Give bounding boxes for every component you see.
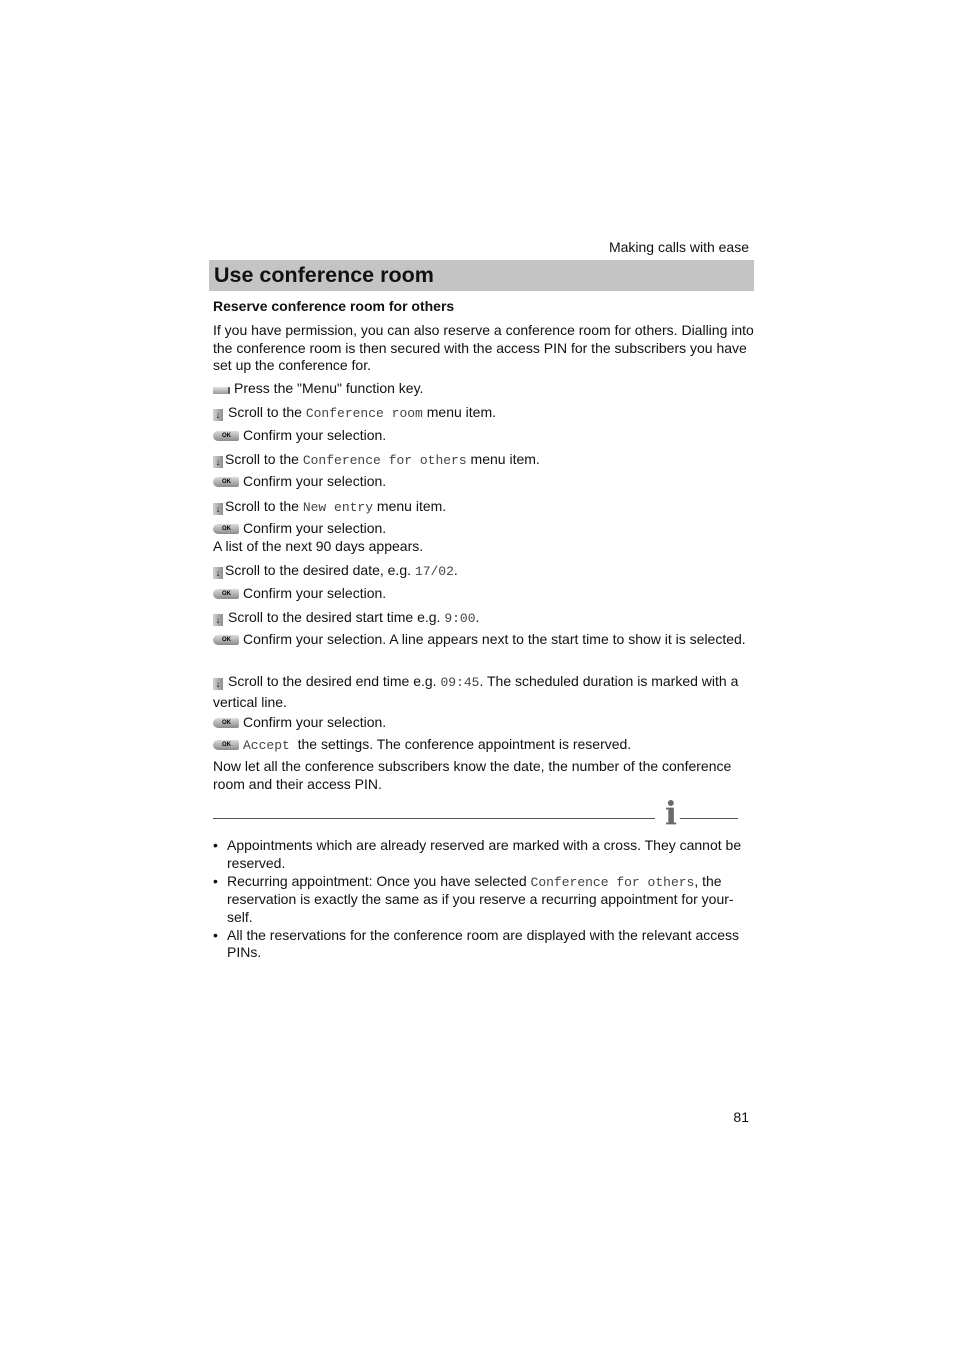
step-text: Scroll to the <box>225 451 303 467</box>
step-7 <box>213 519 754 538</box>
navigation-key-icon: ↓ <box>213 456 223 468</box>
ok-key-icon <box>213 477 239 487</box>
step-4 <box>213 450 754 471</box>
step-11 <box>213 630 754 649</box>
step-text: . The scheduled duration is marked with a vertical line. <box>213 673 739 710</box>
step-1 <box>213 379 754 398</box>
step-text: Confirm your selection. A line appears next to the start time to show it is selected. <box>243 631 746 647</box>
note-text: All the reservations for the conference room are displayed with the relevant access PINs. <box>227 926 740 960</box>
step-6 <box>213 497 754 518</box>
note-divider-left <box>213 818 655 819</box>
info-icon: i <box>664 794 678 832</box>
note-item <box>213 837 754 872</box>
step-text: Confirm your selection. <box>243 714 387 730</box>
step-7-note: A list of the next 90 days appears. <box>213 538 424 554</box>
note-text: Recurring appointment: Once you have selected <box>227 872 531 889</box>
step-text: Scroll to the desired start time e.g. <box>228 609 445 625</box>
ok-key-icon <box>213 431 239 441</box>
navigation-key-icon: ↓ <box>213 409 223 421</box>
menu-item-code: Conference for others <box>530 874 695 890</box>
ok-key-icon <box>213 589 239 599</box>
time-example: 9:00 <box>444 611 476 626</box>
note-divider-right <box>680 818 738 819</box>
step-text: Scroll to the <box>225 498 303 514</box>
ok-key-icon <box>213 524 239 534</box>
step-3 <box>213 426 754 445</box>
step-10 <box>213 608 754 629</box>
navigation-key-icon: ↓ <box>213 567 223 579</box>
step-text: Press the "Menu" function key. <box>234 380 424 396</box>
menu-item-code: Conference room <box>305 406 423 421</box>
step-text: Scroll to the <box>228 404 306 420</box>
step-text: the settings. The conference appointment is reserved. <box>297 736 632 752</box>
section-title-bar <box>209 260 754 291</box>
step-5 <box>213 472 754 491</box>
navigation-key-icon: ↓ <box>213 614 223 626</box>
step-text: menu item. <box>373 498 447 514</box>
softkey-code: Accept <box>243 738 290 753</box>
step-14 <box>213 735 754 756</box>
menu-key-icon <box>213 387 230 394</box>
step-9 <box>213 584 754 603</box>
intro-paragraph: If you have permission, you can also reserve a conference room for others. Dialling into the conference room is then secured with the access PIN for the subscribers you have set up the conference for. <box>213 322 754 373</box>
step-text: menu item. <box>466 451 540 467</box>
date-example: 17/02 <box>414 564 454 579</box>
step-text: Confirm your selection. <box>243 585 387 601</box>
ok-key-icon <box>213 635 239 645</box>
page-number: 81 <box>733 1109 749 1125</box>
step-8 <box>213 561 754 582</box>
note-item <box>213 873 754 927</box>
step-text: Confirm your selection. <box>243 520 387 536</box>
step-text: Confirm your selection. <box>243 473 387 489</box>
menu-item-code: New entry <box>302 500 374 515</box>
step-text: Confirm your selection. <box>243 427 387 443</box>
closing-paragraph: Now let all the conference subscribers know the date, the number of the conference room and their access PIN. <box>213 758 732 792</box>
ok-key-icon <box>213 718 239 728</box>
running-head: Making calls with ease <box>608 239 749 255</box>
step-2 <box>213 403 754 424</box>
note-item <box>213 927 754 962</box>
time-example: 09:45 <box>440 675 480 690</box>
step-text: Scroll to the desired date, e.g. <box>225 562 415 578</box>
step-text: Scroll to the desired end time e.g. <box>228 673 441 689</box>
step-13 <box>213 713 754 732</box>
ok-key-icon <box>213 740 239 750</box>
step-text: . <box>475 609 480 625</box>
navigation-key-icon: ↓ <box>213 503 223 515</box>
note-text: , the reservation is exactly the same as if you reserve a recurring appointment for your-self. <box>227 872 734 925</box>
menu-item-code: Conference for others <box>302 453 467 468</box>
section-title: Use conference room <box>214 263 434 287</box>
step-12 <box>213 672 754 711</box>
notes-list <box>213 837 754 962</box>
note-text: Appointments which are already reserved are marked with a cross. They cannot be reserved. <box>227 837 742 871</box>
step-text: menu item. <box>422 404 496 420</box>
step-text: . <box>453 562 458 578</box>
navigation-key-icon: ↓ <box>213 678 223 690</box>
subsection-title: Reserve conference room for others <box>213 298 455 314</box>
